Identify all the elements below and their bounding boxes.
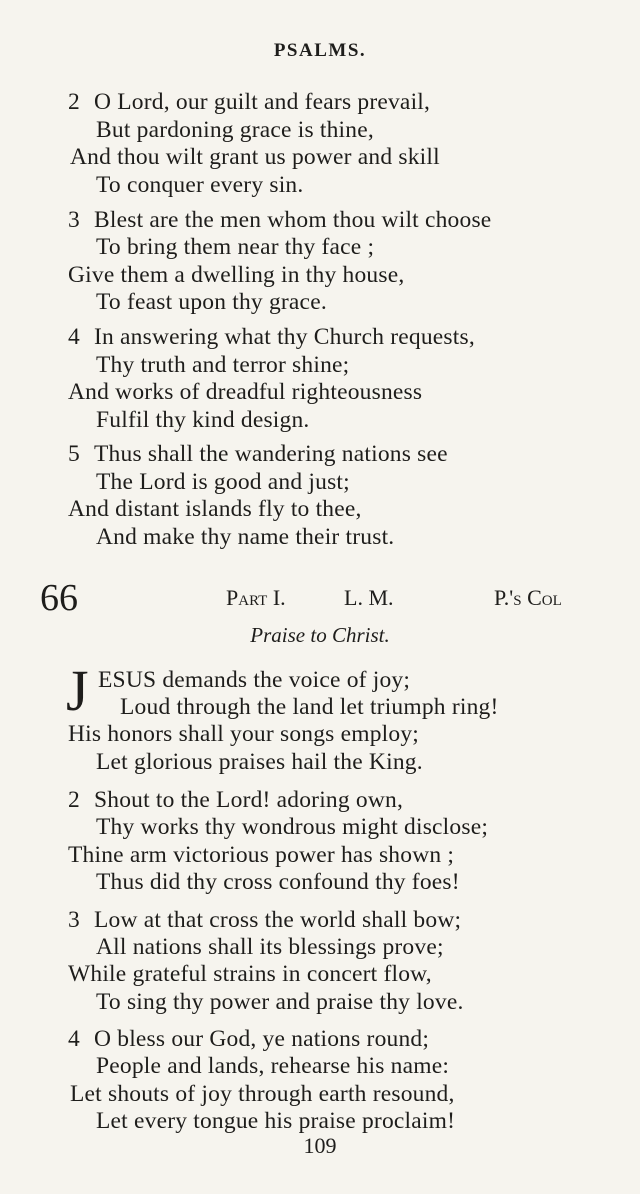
stanza-line-text: O bless our God, ye nations round; <box>94 1026 430 1052</box>
stanza-line: Thus did thy cross confound thy foes! <box>96 869 460 895</box>
stanza-line: His honors shall your songs employ; <box>68 721 420 747</box>
stanza-line-text: In answering what thy Church requests, <box>94 324 475 350</box>
stanza-line-text: Blest are the men whom thou wilt choose <box>94 207 492 233</box>
stanza-line: People and lands, rehearse his name: <box>96 1053 450 1079</box>
stanza-line: While grateful strains in concert flow, <box>68 961 432 987</box>
page-number: 109 <box>303 1133 337 1158</box>
hymn-meter: L. M. <box>344 585 394 610</box>
stanza-line <box>68 440 448 468</box>
stanza-line-text: Low at that cross the world shall bow; <box>94 907 462 933</box>
stanza-line: All nations shall its blessings prove; <box>96 934 444 960</box>
stanza-line: To bring them near thy face ; <box>96 234 375 260</box>
stanza-line: But pardoning grace is thine, <box>96 117 374 143</box>
stanza-line <box>68 786 403 814</box>
hymn-source: P.'s Col <box>494 585 562 610</box>
hymn-number: 66 <box>40 577 78 619</box>
stanza-line: Let every tongue his praise proclaim! <box>96 1108 456 1134</box>
stanza-line: Thy truth and terror shine; <box>96 352 350 378</box>
stanza-line <box>68 323 475 351</box>
stanza-line-text: Shout to the Lord! adoring own, <box>94 787 404 813</box>
stanza-line <box>68 1025 429 1053</box>
stanza-line: Thine arm victorious power has shown ; <box>68 842 455 868</box>
stanza-line-text: O Lord, our guilt and fears prevail, <box>94 89 431 115</box>
stanza-number: 3 <box>68 207 80 233</box>
stanza-line: To conquer every sin. <box>96 172 304 198</box>
stanza-line: ESUS demands the voice of joy; <box>98 667 411 693</box>
stanza-number: 5 <box>68 441 80 467</box>
stanza-line: And works of dreadful righteousness <box>68 379 423 405</box>
stanza-line-text: Thus shall the wandering nations see <box>94 441 448 467</box>
stanza-number: 2 <box>68 787 80 813</box>
stanza-number: 4 <box>68 1026 80 1052</box>
drop-cap: J <box>66 658 89 723</box>
stanza-line: To sing thy power and praise thy love. <box>96 989 464 1015</box>
stanza-line: And thou wilt grant us power and skill <box>70 144 440 170</box>
stanza-line: Thy works thy wondrous might disclose; <box>96 814 489 840</box>
hymn-part: Part I. <box>226 585 286 610</box>
stanza-line: And make thy name their trust. <box>96 524 395 550</box>
hymn-title: Praise to Christ. <box>250 623 390 647</box>
stanza-line <box>68 206 491 234</box>
stanza-line <box>68 88 430 116</box>
stanza-line: Fulfil thy kind design. <box>96 407 310 433</box>
stanza-line: And distant islands fly to thee, <box>68 496 362 522</box>
stanza-number: 2 <box>68 89 80 115</box>
stanza-line: Let shouts of joy through earth resound, <box>70 1081 455 1107</box>
stanza-line: Give them a dwelling in thy house, <box>68 262 405 288</box>
stanza-line: Loud through the land let triumph ring! <box>120 694 499 720</box>
stanza-line: To feast upon thy grace. <box>96 289 327 315</box>
stanza-number: 4 <box>68 324 80 350</box>
stanza-number: 3 <box>68 907 80 933</box>
stanza-line: Let glorious praises hail the King. <box>96 749 423 775</box>
stanza-line <box>68 906 461 934</box>
stanza-line: The Lord is good and just; <box>96 469 350 495</box>
running-head: PSALMS. <box>273 40 367 61</box>
